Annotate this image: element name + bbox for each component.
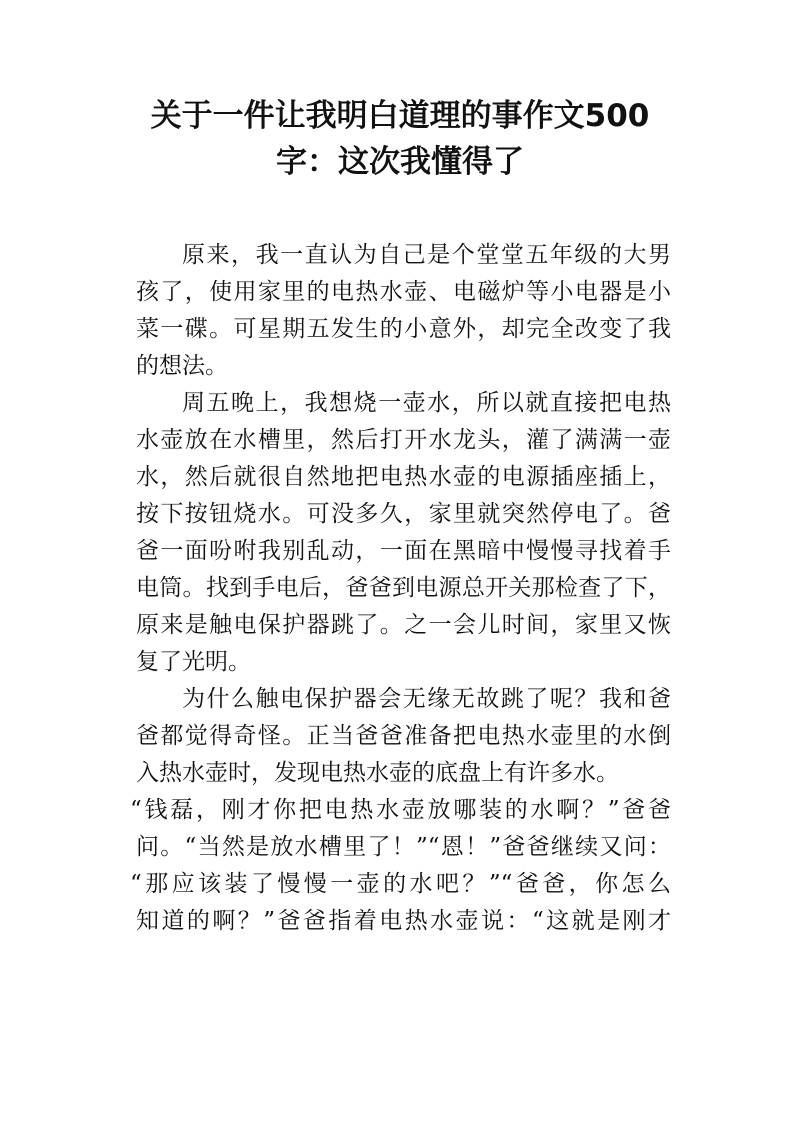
text-line: 问。“当然是放水槽里了！”“恩！”爸爸继续又问： (136, 834, 671, 860)
text-line: 周五晚上，我想烧一壶水，所以就直接把电热 (182, 390, 671, 416)
paragraph-2 (136, 385, 671, 681)
paragraph-1 (136, 237, 671, 385)
text-line: 爸一面吩咐我别乱动，一面在黑暗中慢慢寻找着手 (136, 538, 671, 564)
text-line: 原来是触电保护器跳了。之一会儿时间，家里又恢 (136, 612, 671, 638)
text-line: 原来，我一直认为自己是个堂堂五年级的大男 (182, 242, 671, 268)
text-line: 复了光明。 (136, 649, 251, 675)
text-line: 知道的啊？”爸爸指着电热水壶说：“这就是刚才 (136, 908, 671, 934)
text-line: 菜一碟。可星期五发生的小意外，却完全改变了我 (136, 316, 671, 342)
text-line: 入热水壶时，发现电热水壶的底盘上有许多水。 (136, 760, 619, 786)
text-line: 为什么触电保护器会无缘无故跳了呢？我和爸 (182, 686, 671, 712)
text-line: 孩了，使用家里的电热水壶、电磁炉等小电器是小 (136, 279, 671, 305)
document-title (110, 93, 690, 185)
paragraph-3 (130, 681, 671, 940)
text-line: 水壶放在水槽里，然后打开水龙头，灌了满满一壶 (136, 427, 671, 453)
text-line: “钱磊，刚才你把电热水壶放哪装的水啊？”爸爸 (130, 797, 671, 823)
text-line: 电筒。找到手电后，爸爸到电源总开关那检查了下， (136, 575, 671, 601)
text-line: “那应该装了慢慢一壶的水吧？”“爸爸，你怎么 (130, 871, 671, 897)
text-line: 的想法。 (136, 353, 228, 379)
title-line: 关于一件让我明白道理的事作文500 (150, 98, 650, 134)
text-line: 爸都觉得奇怪。正当爸爸准备把电热水壶里的水倒 (136, 723, 671, 749)
text-line: 按下按钮烧水。可没多久，家里就突然停电了。爸 (136, 501, 671, 527)
title-line: 字：这次我懂得了 (276, 144, 524, 180)
text-line: 水，然后就很自然地把电热水壶的电源插座插上， (136, 464, 671, 490)
article-body (130, 237, 671, 940)
